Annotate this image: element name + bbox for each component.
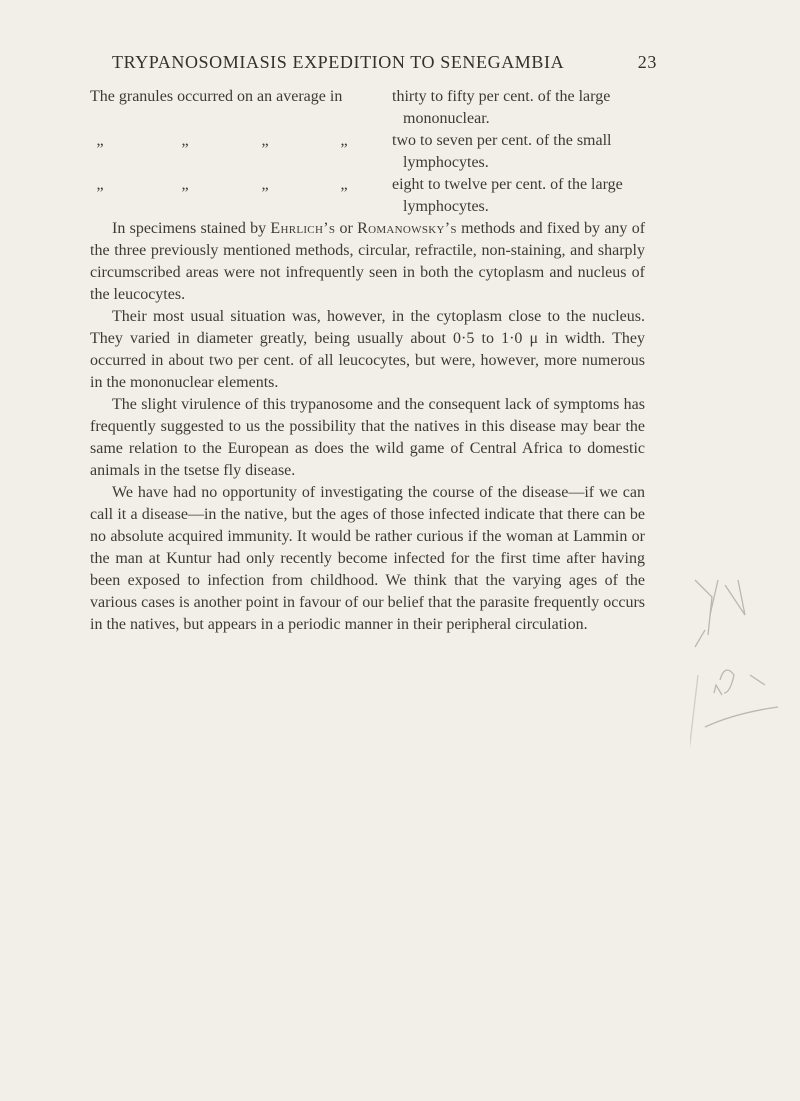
ditto-mark: „ <box>96 132 104 149</box>
p1-text-b: or <box>335 220 358 237</box>
paragraph-1 <box>90 218 645 306</box>
stat-line1: two to seven per cent. of the small <box>392 132 612 149</box>
stat-value <box>392 130 645 174</box>
stat-line1: thirty to fifty per cent. of the large <box>392 88 611 105</box>
stat-row <box>90 130 645 174</box>
show-through-marks <box>690 575 800 755</box>
stat-value <box>392 86 645 130</box>
stat-line2: lymphocytes. <box>403 154 489 171</box>
stat-value <box>392 174 645 218</box>
paragraph-2: Their most usual situation was, however, in the cytoplasm close to the nucleus. They varied in diameter greatly, being usually about 0·5 to 1·0 μ in width. They occurred in about two per cent. of all leucocytes, but were, however, more numerous in the mononuclear elements. <box>90 308 645 391</box>
stat-line1: eight to twelve per cent. of the large <box>392 176 623 193</box>
body-text <box>90 86 645 636</box>
running-title: TRYPANOSOMIASIS EXPEDITION TO SENEGAMBIA <box>112 52 565 72</box>
paragraph-4: We have had no opportunity of investigating the course of the disease—if we can call it a disease—in the native, but the ages of those infected indicate that there can be no absolute acquired immunity. It would be rather curious if the woman at Lammin or the man at Kuntur had only recently become infected for the first time after having been exposed to infection from childhood. We think that the varying ages of the various cases is another point in favour of our belief that the parasite frequently occurs in the natives, but appears in a periodic manner in their peripheral circulation. <box>90 484 645 633</box>
p1-text-a: In specimens stained by <box>112 220 271 237</box>
stat-row <box>90 86 645 130</box>
stat-row <box>90 174 645 218</box>
ditto-mark: „ <box>181 176 189 193</box>
ditto-mark: „ <box>340 132 348 149</box>
ditto-mark: „ <box>261 132 269 149</box>
paragraph-3: The slight virulence of this trypanosome and the consequent lack of symptoms has frequently suggested to us the possibility that the natives in this disease may bear the same relation to the European as does the wild game of Central Africa to domestic animals in the tsetse fly disease. <box>90 396 645 479</box>
ditto-mark: „ <box>340 176 348 193</box>
stat-line2: mononuclear. <box>403 110 490 127</box>
ehrlich-name: Ehrlich’s <box>270 220 336 237</box>
romanowsky-name: Romanowsky’s <box>357 220 457 237</box>
page-number: 23 <box>637 52 657 72</box>
p1-text-c: methods and fixed by any of the three previously mentioned methods, circular, refractile, non-staining, and sharply circumscribed areas were not infrequently seen in both the cytoplasm and nucleus of the leucocytes. <box>90 220 646 303</box>
stat-line2: lymphocytes. <box>403 198 489 215</box>
stat-lead: The granules occurred on an average in <box>90 88 343 105</box>
ditto-mark: „ <box>96 176 104 193</box>
ditto-mark: „ <box>261 176 269 193</box>
ditto-mark: „ <box>181 132 189 149</box>
